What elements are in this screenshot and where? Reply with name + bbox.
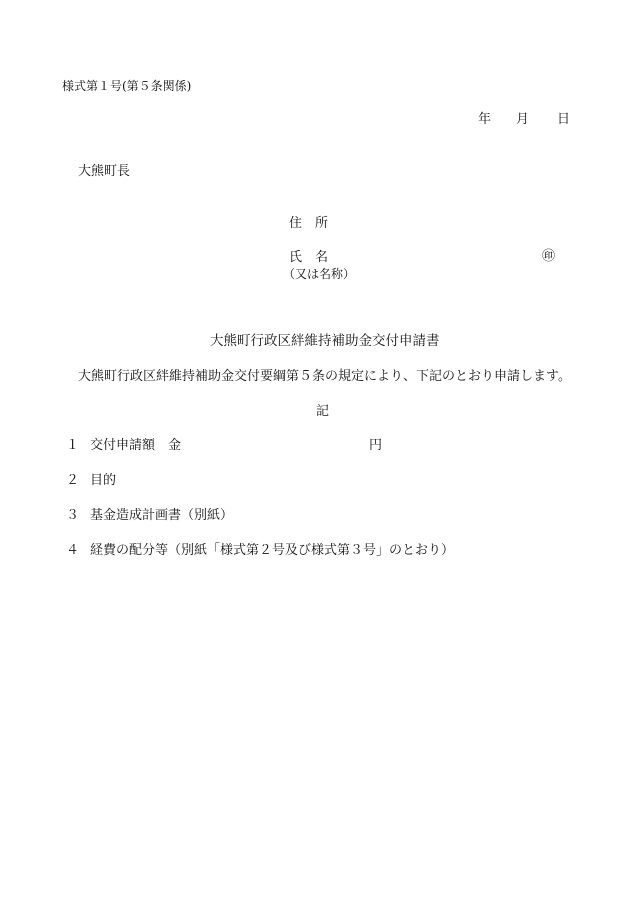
address-label: 住 所 (289, 216, 329, 231)
item-suffix: 円 (369, 438, 383, 453)
date-month-label: 月 (516, 112, 530, 127)
item-number: ４ (66, 543, 80, 558)
document-title: 大熊町行政区絆維持補助金交付申請書 (210, 333, 440, 349)
form-label: 様式第１号(第５条関係) (62, 79, 192, 93)
body-text: 大熊町行政区絆維持補助金交付要綱第５条の規定により、下記のとおり申請します。 (78, 369, 571, 384)
item-number: ３ (66, 508, 80, 523)
seal-mark: ㊞ (542, 249, 556, 264)
name-label: 氏 名 (289, 250, 329, 265)
item-text: 基金造成計画書（別紙） (90, 508, 234, 523)
date-day-label: 日 (557, 112, 571, 127)
name-note: （又は名称） (283, 267, 356, 281)
item-text: 目的 (90, 473, 117, 488)
addressee: 大熊町長 (78, 164, 131, 179)
item-number: １ (66, 438, 80, 453)
item-text: 経費の配分等（別紙「様式第２号及び様式第３号」のとおり） (90, 543, 455, 558)
item-number: ２ (66, 473, 80, 488)
ki-heading: 記 (316, 404, 330, 419)
date-year-label: 年 (478, 112, 492, 127)
item-text: 交付申請額 金 (90, 438, 182, 453)
